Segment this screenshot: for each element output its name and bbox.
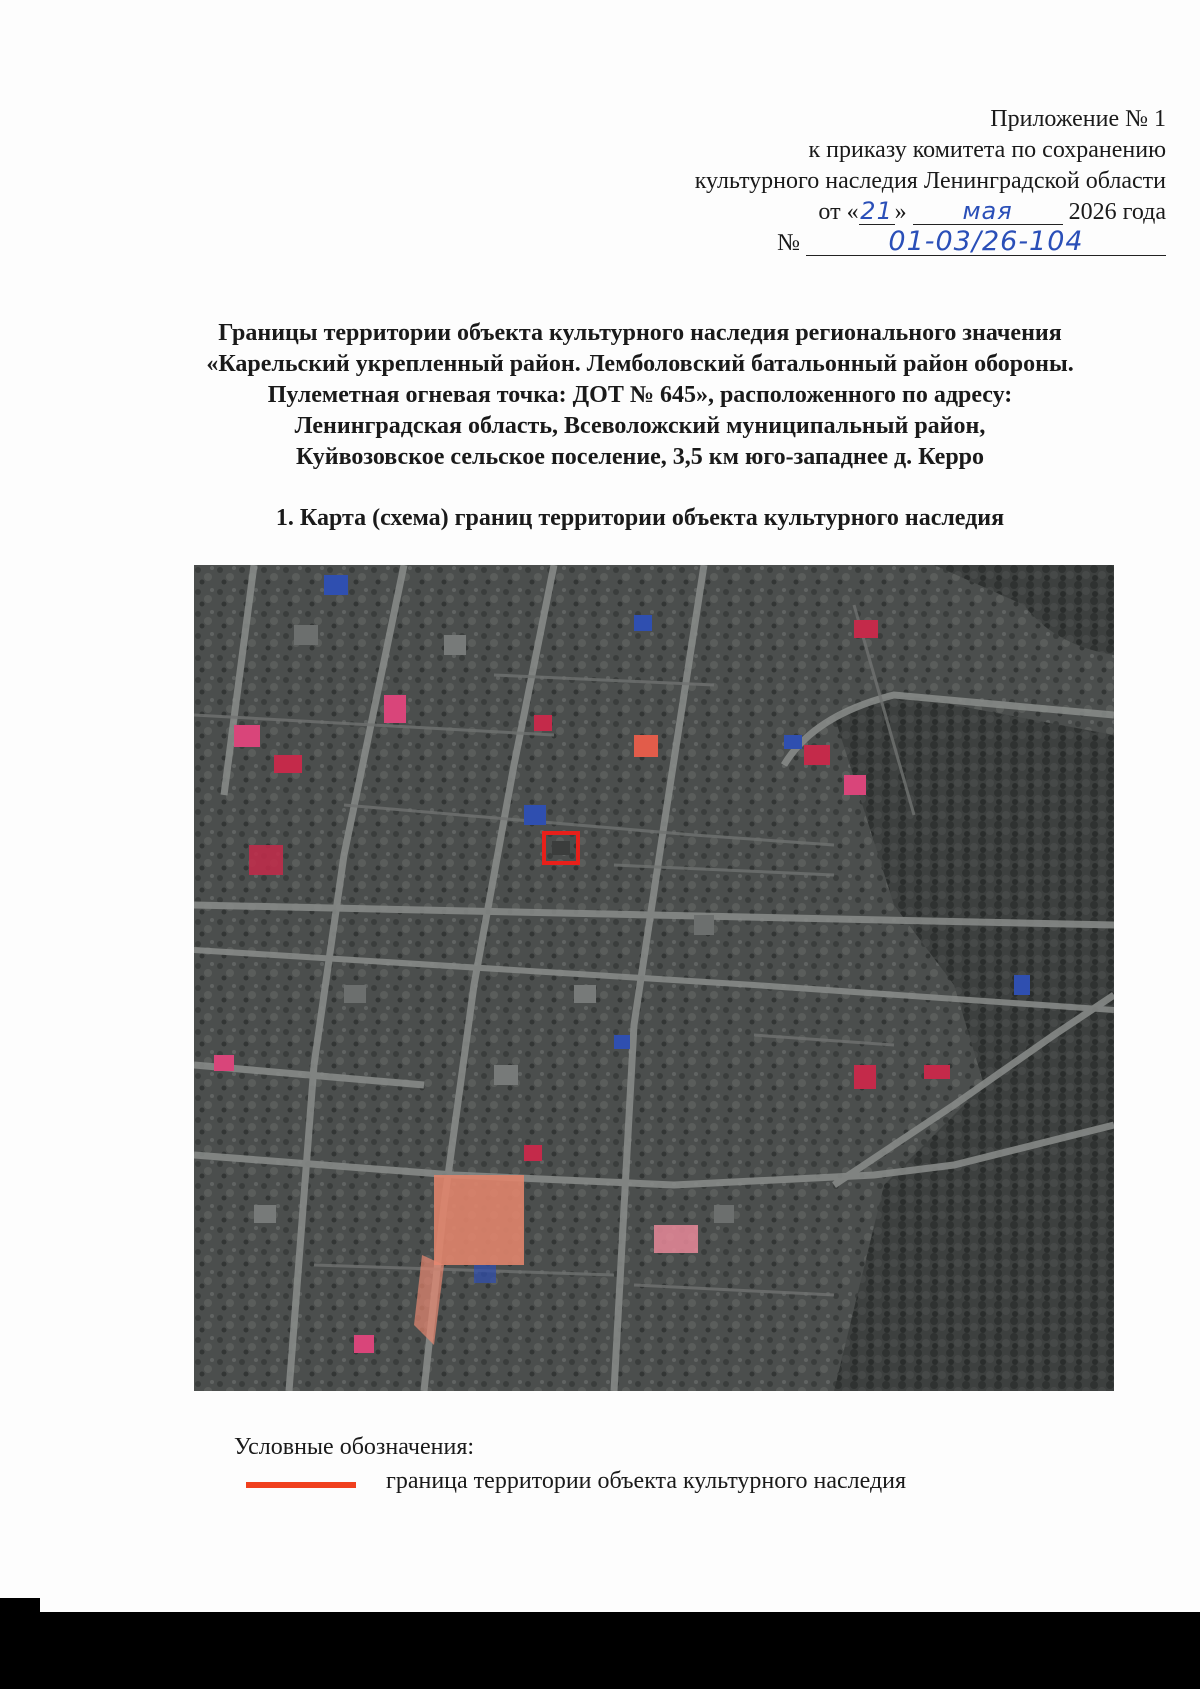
- document-title: [100, 318, 1180, 473]
- legend-item: [246, 1468, 1046, 1504]
- section-heading: 1. Карта (схема) границ территории объекта культурного наследия: [275, 505, 1005, 531]
- legend-title: Условные обозначения:: [234, 1434, 475, 1460]
- title-line-4: Ленинградская область, Всеволожский муниципальный район,: [294, 413, 986, 439]
- legend-item-label: граница территории объекта культурного наследия: [386, 1468, 907, 1494]
- title-line-2: «Карельский укрепленный район. Лемболовский батальонный район обороны.: [206, 351, 1074, 377]
- date-year: 2026 года: [1068, 199, 1166, 225]
- order-number-handwritten: 01-03/26-104: [806, 229, 1166, 256]
- map-sports-field: [434, 1175, 524, 1265]
- title-line-3: Пулеметная огневая точка: ДОТ № 645», расположенного по адресу:: [267, 382, 1013, 408]
- number-prefix: №: [777, 230, 800, 256]
- scan-bottom-edge: [0, 1612, 1200, 1689]
- appendix-date-line: [526, 197, 1166, 228]
- legend-swatch-boundary: [246, 1482, 356, 1488]
- scan-edge-notch: [0, 1598, 40, 1612]
- appendix-number: Приложение № 1: [990, 106, 1166, 132]
- title-line-1: Границы территории объекта культурного наследия регионального значения: [218, 320, 1062, 346]
- date-mid: »: [894, 199, 907, 225]
- satellite-map-image: [194, 565, 1114, 1391]
- title-line-5: Куйвозовское сельское поселение, 3,5 км юго-западнее д. Керро: [295, 444, 985, 470]
- satellite-map: [194, 565, 1114, 1391]
- appendix-header: [526, 104, 1166, 259]
- appendix-committee: культурного наследия Ленинградской области: [694, 168, 1166, 194]
- date-prefix: от «: [818, 199, 859, 225]
- appendix-number-line: [526, 228, 1166, 259]
- appendix-order-reference: к приказу комитета по сохранению: [808, 137, 1166, 163]
- date-month-handwritten: мая: [913, 198, 1063, 225]
- date-day-handwritten: 21: [860, 197, 893, 225]
- dot-645-structure: [552, 841, 570, 855]
